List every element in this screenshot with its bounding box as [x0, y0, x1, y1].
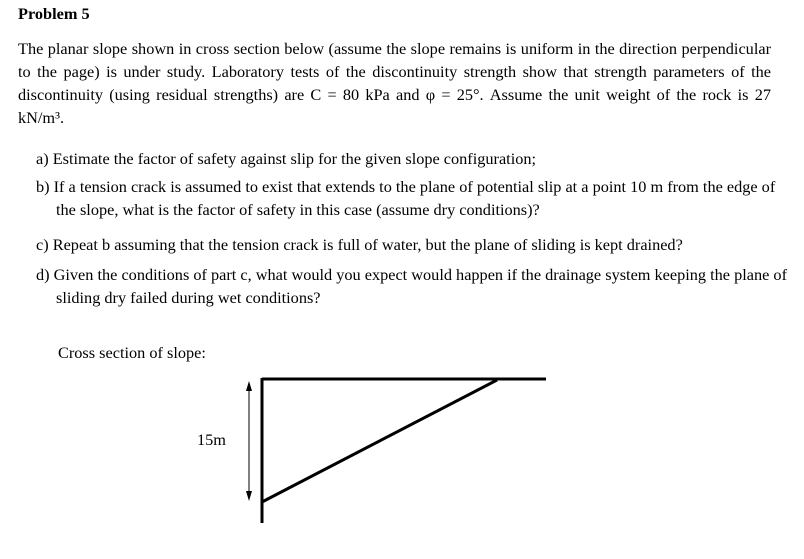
figure-caption: Cross section of slope: [58, 343, 206, 362]
question-b: b) If a tension crack is assumed to exist that extends to the plane of potential slip at a point 10 m from the edge of the slope, what is the factor of safety in this case (assume dry conditions)? [36, 177, 776, 219]
question-d: d) Given the conditions of part c, what would you expect would happen if the drainage system keeping the plane of sliding dry failed during wet conditions? [36, 265, 787, 307]
question-c: c) Repeat b assuming that the tension crack is full of water, but the plane of sliding is kept drained? [36, 235, 683, 254]
problem-title: Problem 5 [18, 4, 90, 23]
question-a: a) Estimate the factor of safety against slip for the given slope configuration; [36, 149, 537, 168]
problem-intro: The planar slope shown in cross section below (assume the slope remains is uniform in the direction perpendicular to the page) is under study. Laboratory tests of the discontinuity strength show that strength parameters of the discontinuity (using residual strengths) are C = 80 kPa and φ = 25°. Assume the unit weight of the rock is 27 kN/m³. [18, 39, 771, 127]
height-label: 15m [197, 430, 226, 449]
sliding-plane-line [262, 380, 497, 502]
height-arrow [246, 381, 252, 501]
